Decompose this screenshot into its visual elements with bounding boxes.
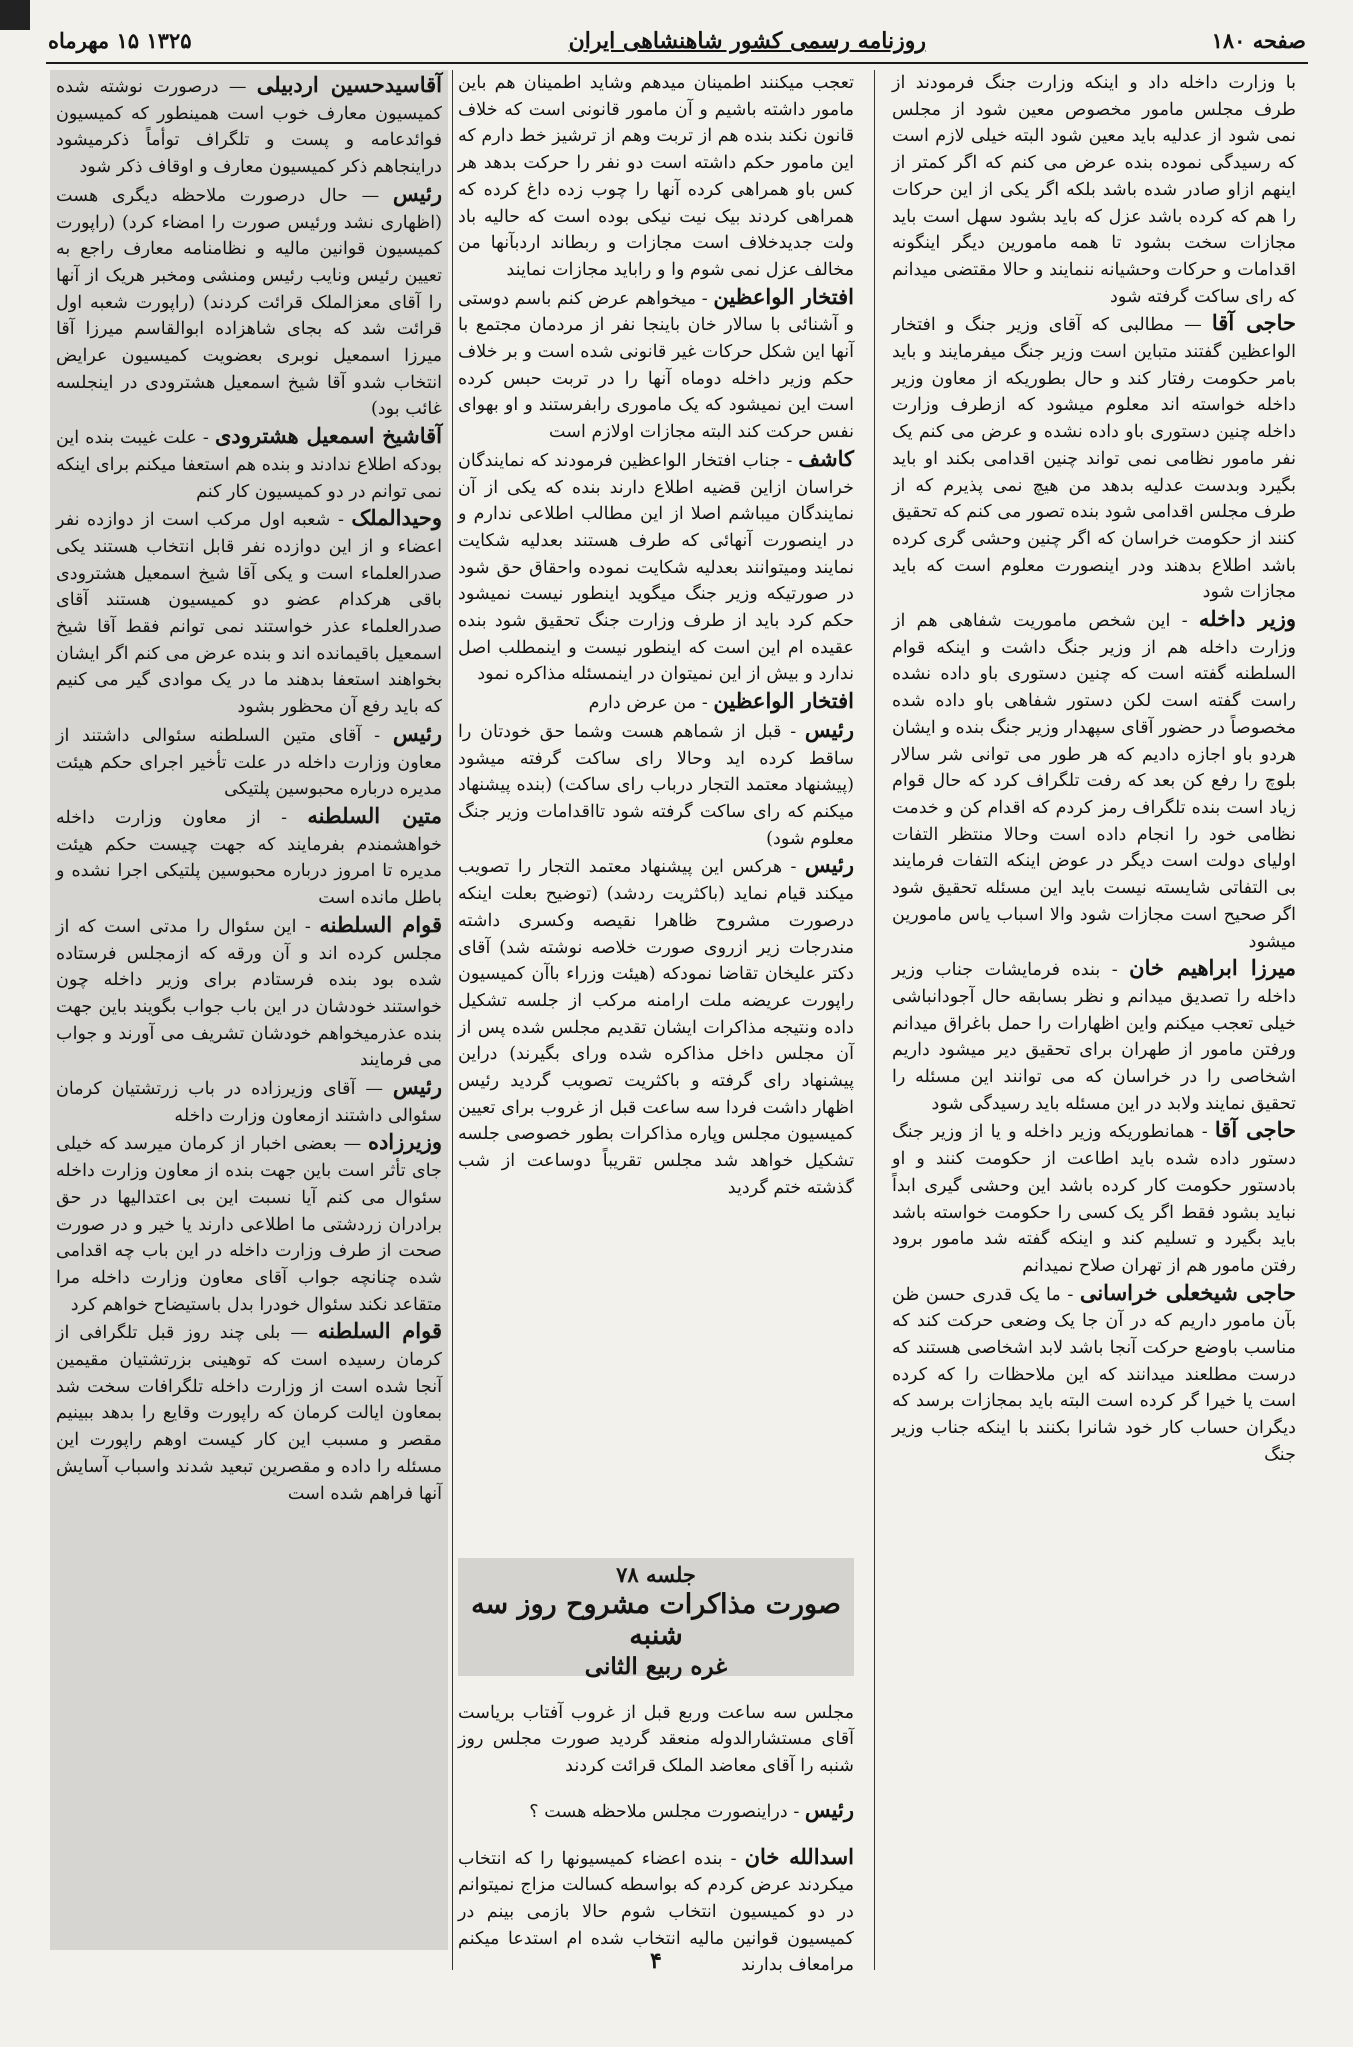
paragraph: رئیس - دراینصورت مجلس ملاحظه هست ؟ [529,1797,854,1823]
speaker-name: افتخار الواعظین [713,283,854,309]
paragraph: رئیس — حال درصورت ملاحظه دیگری هست (اظهاری نشد ورئیس صورت را امضاء کرد) (راپورت کمیسیون قوانین مالیه و نظامنامه معارف راجع به تعیین رئیس ونایب رئیس ومنشی ومخبر هریک از آنها را آقای معزالملک قرائت کردند) (راپورت شعبه اول قرائت شد که بجای شاهزاده ابوالقاسم میرزا آقا میرزا اسمعیل نوبری بعضویت کمیسیون عرایض انتخاب شدو آقا شیخ اسمعیل هشترودی در اینجلسه غائب بود) [56,180,442,420]
paragraph: رئیس - هرکس این پیشنهاد معتمد التجار را تصویب میکند قیام نماید (باکثریت ردشد) (توضیح بعلت اینکه درصورت مشروح ظاهرا نقیصه وکسری داشته مندرجات زیر ازروی صورت خلاصه نوشته شد) آقای دکتر علیخان تقاضا نمودکه (هیئت وزراء باآن کمیسیون راپورت عریضه ملت ارامنه مرکب از جلسه تشکیل داده ونتیجه مذاکرات ایشان تقدیم مجلس شده پس از آن مجلس داخل مذاکره شده ورای بگیرند) دراین پیشنهاد رای گرفته و باکثریت تصویب گردید رئیس اظهار داشت فردا سه ساعت قبل از غروب برای تعیین کمیسیون مجلس وپاره مذاکرات بطور خصوصی جلسه تشکیل خواهد شد مجلس تقریباً دوساعت از شب گذشته ختم گردید [458,852,854,1198]
paragraph: میرزا ابراهیم خان - بنده فرمایشات جناب وزیر داخله را تصدیق میدانم و نظر بسابقه حال آجودانباشی خیلی تعجب میکنم واین اظهارات را حمل باغراق میدانم ورفتن مامور از طهران برای تحقیق دیر میشود داریم اشخاصی را در خراسان که می توانند این مسئله را تحقیق نمایند ولابد در این مسئله باید رسیدگی شود [892,955,1296,1114]
speaker-name: کاشف [798,445,854,471]
speaker-name: قوام السلطنه [319,911,442,937]
paragraph: وزیرزاده — بعضی اخبار از کرمان میرسد که خیلی جای تأثر است باین جهت بنده از معاون وزارت داخله سئوال می کنم آیا نسبت این بی اعتدالیها در حق برادران زردشتی ما اطلاعی دارند یا خیر و در صورت صحت از طرف وزارت داخله در این باب چه اقدامی شده چنانچه جواب آقای معاون وزارت داخله مرا متقاعد نکند سئوال خودرا بدل باستیضاح خواهم کرد [56,1129,442,1315]
speaker-name: رئیس [392,1074,442,1100]
speaker-name: حاجی آقا [1211,310,1296,336]
speaker-name: رئیس [804,852,854,878]
speaker-name: حاجی شیخعلی خراسانی [1079,1279,1297,1305]
paragraph: حاجی آقا — مطالبی که آقای وزیر جنگ و افتخار الواعظین گفتند متباین است وزیر جنگ میفرمایند و باید بامر حکومت رفتار کند و حال بطوریکه از معاون وزیر داخله خواسته اند معلوم میشود که ازطرف وزارت داخله چنین دستوری باو داده نشده و عرض می کنم یک نفر مامور نظامی نمی تواند چنین اقدامی بکند او باید بگیرد وبدست عدلیه بدهد من هیچ نمی پذیرم که از طرف مجلس اقدامی شود بنده تصور می کنم که تحقیق کنند از حکومت خراسان که اگر چنین وحشی گری کرده باشد اطلاع بدهند ودر اینصورت معلوم است که باید مجازات شود [892,310,1296,603]
left-column [50,70,448,1950]
middle-column [458,70,854,1550]
header-rule [46,62,1308,64]
speaker-name: وزیر داخله [1198,606,1296,632]
session-number: جلسه ۷۸ [616,1562,696,1587]
paragraph: حاجی شیخعلی خراسانی - ما یک قدری حسن ظن بآن مامور داریم که در آن جا یک وضعی حرکت کند که مناسب باوضع حرکت آنجا باشد لابد اشخاصی هستند که درست مطلعند میدانند که این ملاحظات را که کرده است یا خیرا گر کرده است البته باید بمجازات برسد که دیگران حساب کار خود شانرا بکنند با اینکه جناب وزیر جنگ [892,1279,1297,1465]
speaker-name: رئیس [804,716,854,742]
paragraph: قوام السلطنه - این سئوال را مدتی است که از مجلس کرده اند و آن ورقه که ازمجلس فرستاده شده بود بنده فرستادم برای وزیر داخله چون خواستند خودشان در این باب جواب بگویند باین جهت بنده عذرمیخواهم خودشان تشریف می آورند و جواب می فرمایند [56,911,442,1071]
paragraph: متین السلطنه - از معاون وزارت داخله خواهشمندم بفرمایند که جهت چیست حکم هیئت مدیره تا امروز درباره محبوسین پلتیکی اجرا نشده و باطل مانده است [56,802,442,909]
paragraph: رئیس — آقای وزیرزاده در باب زرتشتیان کرمان سئوالی داشتند ازمعاون وزارت داخله [56,1074,442,1126]
paragraph: قوام السلطنه — بلی چند روز قبل تلگرافی از کرمان رسیده است که توهینی بزرتشتیان مقیمین آنجا شده است از وزارت داخله تلگرافات سخت شد بمعاون ایالت کرمان که راپورت وقایع را بدهد ببینیم مقصر و مسبب این کار کیست اوهم راپورت این مسئله را داده و مقصرین تبعید شدند واسباب آسایش آنها فراهم شده است [56,1318,442,1504]
paragraph: افتخار الواعظین - میخواهم عرض کنم باسم دوستی و آشنائی با سالار خان باینجا نفر از مردمان مجتمع با آنها این شکل حرکات غیر قانونی شده است و بر خلاف حکم وزیر داخله دوماه آنها را در تربت حبس کرده است این نمیشود که یک ماموری رابفرستند و او بهوای نفس حرکت کند البته مجازات اولازم است [458,283,854,443]
paragraph: رئیس - آقای متین السلطنه سئوالی داشتند از معاون وزارت داخله در علت تأخیر اجرای حکم هیئت مدیره درباره محبوسین پلتیکی [56,720,442,800]
middle-column-session-text [458,1682,854,1976]
corner-ink-mark [0,0,30,30]
header-title: روزنامه رسمی کشور شاهنشاهی ایران [568,28,926,54]
speaker-name: حاجی آقا [1214,1117,1296,1143]
right-column [892,70,1296,1980]
paragraph: با وزارت داخله داد و اینکه وزارت جنگ فرمودند از طرف مجلس مامور مخصوص معین شود از مجلس نمی شود از عدلیه باید معین شود البته خیلی لازم است که رسیدگی نموده بنده عرض می کنم که اگر کمتر از اینهم ازاو صادر شده باشد بلکه اگر یکی از این حرکات را هم که کرده باشد عزل که باید بشود سهل است باید مجازات سخت بشود تا همه مامورین دیگر اینگونه اقدامات و حرکات وحشیانه ننمایند و حالا مقتضی میدانم که رای ساکت گرفته شود [892,73,1296,307]
speaker-name: میرزا ابراهیم خان [1129,955,1296,981]
speaker-name: متین السلطنه [307,802,442,828]
session-date: غره ربیع الثانی [584,1653,728,1680]
paragraph: افتخار الواعظین - من عرض دارم [588,688,854,714]
session-heading [458,1558,854,1680]
paragraph: کاشف - جناب افتخار الواعظین فرمودند که نمایندگان خراسان ازاین قضیه اطلاع دارند بنده که یکی از آن نمایندگان میباشم اصلا از این مطالب اطلاعی ندارم و در اینصورت آنهائی که طرف هستند بعدلیه شکایت نمایند ومیتوانند بعدلیه شکایت نموده واحقاق حق شود در صورتیکه وزیر جنگ میگوید اینطور نیست نمیشود حکم کرد باید از طرف وزارت جنگ تحقیق شود بنده عقیده ام این است که اینطور نیست و اینمطلب اصل ندارد و بیش از این نمیتوان در اینمسئله مذاکره نمود [458,445,854,685]
speaker-name: رئیس [392,720,442,746]
page-header [48,22,1306,62]
speaker-name: قوام السلطنه [317,1318,442,1344]
paragraph: مجلس سه ساعت وربع قبل از غروب آفتاب بریاست آقای مستشارالدوله منعقد گردید صورت مجلس روز شنبه را آقای معاضد الملک قرائت کردند [458,1702,854,1776]
column-divider [452,70,453,1970]
session-title: صورت مذاکرات مشروح روز سه شنبه [471,1589,841,1651]
paragraph: رئیس - قبل از شماهم هست وشما حق خودتان را ساقط کرده اید وحالا رای ساکت گرفته میشود (پیشنهاد معتمد التجار درباب رای ساکت) (بنده پیشنهاد میکنم که رای ساکت گرفته شود تااقدامات وزیر جنگ معلوم شود) [458,716,854,849]
paragraph: آقاشیخ اسمعیل هشترودی - علت غیبت بنده این بودکه اطلاع ندادند و بنده هم استعفا میکنم برای اینکه نمی توانم در دو کمیسیون کار کنم [56,423,442,502]
speaker-name: رئیس [392,180,442,206]
column-divider [874,70,875,1970]
paragraph: حاجی آقا - همانطوریکه وزیر داخله و یا از وزیر جنگ دستور داده شده باید اطاعت از حکومت کنند و او بادستور حکومت کار کرده باشد این وحشی گیری ابداً نباید بشود فقط اگر یک کسی را حکومت خواسته باشد باید بگیرد و تسلیم کند و اینکه گفته شد مامور برود رفتن مامور هم از تهران صلاح نمیدانم [892,1117,1296,1276]
speaker-name: رئیس [804,1797,854,1823]
paragraph: آقاسیدحسین اردبیلی — درصورت نوشته شده کمیسیون معارف خوب است همینطور که کمیسیون فوائدعامه و پست و تلگراف توأماً ذکرمیشود دراینجاهم ذکر کمیسیون معارف و اوقاف ذکر شود [56,72,443,178]
speaker-name: افتخار الواعظین [713,688,854,714]
header-page-number: صفحه ۱۸۰ [1211,28,1306,53]
paragraph: وزیر داخله - این شخص ماموریت شفاهی هم از وزارت داخله هم از وزیر جنگ داشت و اینکه قوام السلطنه گفته است که چنین دستوری باو داده نشده راست گفته است لکن دستور شفاهی باو داده شده مخصوصاً در حضور آقای سپهدار وزیر جنگ بنده و ایشان هردو باو اجازه دادیم که هر طور می توانی شر سالار بلوچ را رفع کن بعد که رفت تلگراف کرد که حال قوام زیاد است بنده تلگراف رمز کردم که اقدام کن و خدمت نظامی خود را انجام داده است وحالا منتظر التفات اولیای دولت است دیگر در عوض اینکه التفات فرمایند بی التفاتی شایسته نیست باید این مسئله تحقیق شود اگر صحیح است مجازات شود والا اسباب یاس مامورین میشود [892,606,1296,952]
speaker-name: آقاسیدحسین اردبیلی [256,72,443,97]
footer-page-number: ۴ [650,1948,662,1974]
speaker-name: وزیرزاده [367,1129,442,1155]
paragraph: وحیدالملک - شعبه اول مرکب است از دوازده نفر اعضاء و از این دوازده نفر قابل انتخاب هستند یکی صدرالعلماء است و یکی آقا شیخ اسمعیل هشترودی باقی هرکدام عضو دو کمیسیون هستند آقای صدرالعلماء عذر خواستند نمی توانم فقط آقا شیخ اسمعیل باقیمانده اند و بنده عرض می کنم اگر ایشان بخواهند استعفا بدهند ما در یک موادی گیر می کنیم که باید رفع آن محظور بشود [56,505,442,718]
speaker-name: وحیدالملک [351,505,442,531]
speaker-name: آقاشیخ اسمعیل هشترودی [214,423,442,449]
paragraph: اسدالله خان - بنده اعضاء کمیسیونها را که انتخاب میکردند عرض کردم که بواسطه کسالت مزاج نمیتوانم در دو کمیسیون انتخاب شوم حالا بازمی بینم در کمیسیون قوانین مالیه انتخاب شده ام استدعا میکنم مرامعاف بدارند [458,1843,854,1976]
paragraph: تعجب میکنند اطمینان میدهم وشاید اطمینان هم باین مامور داشته باشیم و آن مامور قانونی است که خلاف قانون نکند بنده هم از تربت وهم از ترشیز خط دارم که این مامور حکم داشته است دو نفر را حرکت بدهد هر کس باو همراهی کرده آنها را چوب زده داغ کرده که همراهی کردند بیک نیت نیکی بوده است که حالیه باد ولت جدیدخلاف است مجازات و ربطاند اردبآنها من مخالف عزل نمی شوم وا و راباید مجازات نمایند [458,73,854,280]
header-date: ۱۳۲۵ ۱۵ مهرماه [48,28,192,53]
speaker-name: اسدالله خان [744,1843,854,1869]
